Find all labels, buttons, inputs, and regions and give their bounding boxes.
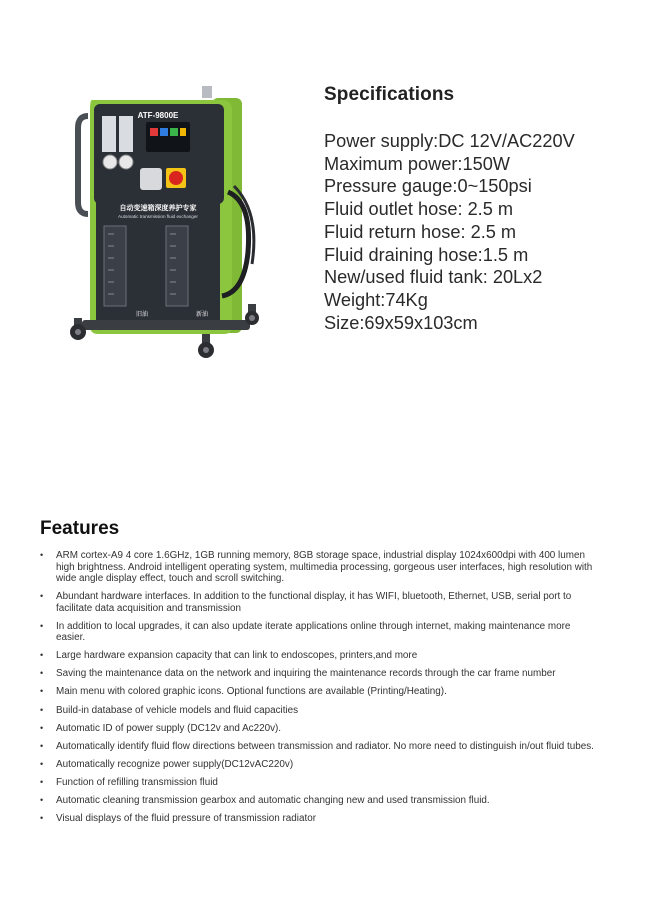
- bullet-icon: •: [40, 591, 44, 602]
- bullet-icon: •: [40, 813, 44, 824]
- feature-text: Build-in database of vehicle models and fluid capacities: [56, 704, 299, 716]
- feature-text: In addition to local upgrades, it can also update iterate applications online through internet, making maintenance more easier.: [56, 620, 571, 644]
- emergency-stop-button: [169, 171, 183, 185]
- bullet-icon: •: [40, 795, 44, 806]
- bullet-icon: •: [40, 686, 44, 697]
- used-tank-label: 旧油: [136, 311, 149, 318]
- bullet-icon: •: [40, 776, 44, 787]
- feature-text: Automatically recognize power supply(DC12vAC220v): [56, 758, 294, 770]
- feature-item: [40, 668, 600, 680]
- new-fluid-level-window: [166, 226, 188, 306]
- feature-text: Visual displays of the fluid pressure of transmission radiator: [56, 813, 316, 825]
- bullet-icon: •: [40, 758, 44, 769]
- spec-size: Size:69x59x103cm: [324, 312, 478, 333]
- feature-item: [40, 777, 600, 789]
- features-list: [40, 550, 600, 825]
- feature-item: [40, 591, 600, 614]
- sight-tube-left: [102, 116, 116, 152]
- handle: [78, 116, 88, 214]
- feature-text: Automatically identify fluid flow directions between transmission and radiator. No more need to distinguish in/out fluid tubes.: [56, 740, 594, 752]
- feature-item: [40, 795, 600, 807]
- spec-fluid-draining-hose: Fluid draining hose:1.5 m: [324, 244, 529, 265]
- spec-fluid-return-hose: Fluid return hose: 2.5 m: [324, 221, 517, 242]
- feature-item: [40, 621, 600, 644]
- features-section: [40, 518, 600, 831]
- bullet-icon: •: [40, 650, 44, 661]
- feature-item: [40, 705, 600, 717]
- bullet-icon: •: [40, 668, 44, 679]
- spec-power-supply: Power supply:DC 12V/AC220V: [324, 131, 575, 151]
- features-title: Features: [40, 518, 120, 539]
- base-frame: [82, 320, 250, 330]
- feature-item: [40, 723, 600, 735]
- feature-text: Abundant hardware interfaces. In addition to the functional display, it has WIFI, bluetooth, Ethernet, USB, serial port to facilitate data acquisition and transmission: [56, 591, 572, 614]
- feature-item: [40, 813, 600, 825]
- feature-text: Function of refilling transmission fluid: [56, 776, 218, 788]
- bullet-icon: •: [40, 740, 44, 751]
- sight-tube-right: [119, 116, 133, 152]
- specifications-list: [324, 130, 634, 334]
- top-valve: [202, 86, 212, 98]
- pressure-gauge-right: [119, 155, 133, 169]
- feature-text: Automatic ID of power supply (DC12v and Ac220v).: [56, 722, 282, 734]
- used-fluid-level-window: [104, 226, 126, 306]
- spec-pressure-gauge: Pressure gauge:0~150psi: [324, 176, 532, 197]
- printer: [140, 168, 162, 190]
- bullet-icon: •: [40, 704, 44, 715]
- feature-text: Main menu with colored graphic icons. Optional functions are available (Printing/Heating).: [56, 686, 447, 698]
- feature-item: [40, 550, 600, 585]
- product-image: [62, 82, 272, 364]
- spec-weight: Weight:74Kg: [324, 289, 428, 310]
- new-tank-label: 新油: [196, 311, 209, 318]
- pressure-gauge-left: [103, 155, 117, 169]
- bullet-icon: •: [40, 722, 44, 733]
- feature-text: Saving the maintenance data on the network and inquiring the maintenance records through the car frame number: [56, 668, 556, 680]
- feature-item: [40, 650, 600, 662]
- model-label: ATF-9800E: [137, 111, 179, 120]
- specifications-title: Specifications: [324, 84, 455, 105]
- feature-item: [40, 759, 600, 771]
- spec-maximum-power: Maximum power:150W: [324, 153, 510, 174]
- touch-screen: [146, 122, 190, 152]
- bullet-icon: •: [40, 550, 44, 560]
- spec-fluid-outlet-hose: Fluid outlet hose: 2.5 m: [324, 199, 514, 220]
- feature-text: ARM cortex-A9 4 core 1.6GHz, 1GB running memory, 8GB storage space, industrial display 1024x600dpi with 400 lumen high brightness. Android intelligent operating system, multimedia processing, gorgeous user interfaces, high resolution with wide angle display effect, touch and scroll switching.: [56, 550, 593, 584]
- panel-chinese-text: 自动变速箱深度养护专家: [119, 204, 197, 212]
- bullet-icon: •: [40, 620, 44, 631]
- panel-english-text: Automatic transmission fluid exchanger: [118, 214, 198, 219]
- feature-text: Large hardware expansion capacity that can link to endoscopes, printers,and more: [56, 650, 418, 662]
- feature-text: Automatic cleaning transmission gearbox and automatic changing new and used transmission fluid.: [56, 795, 490, 807]
- feature-item: [40, 686, 600, 698]
- feature-item: [40, 741, 600, 753]
- spec-fluid-tank: New/used fluid tank: 20Lx2: [324, 267, 543, 288]
- specifications-section: [324, 84, 634, 334]
